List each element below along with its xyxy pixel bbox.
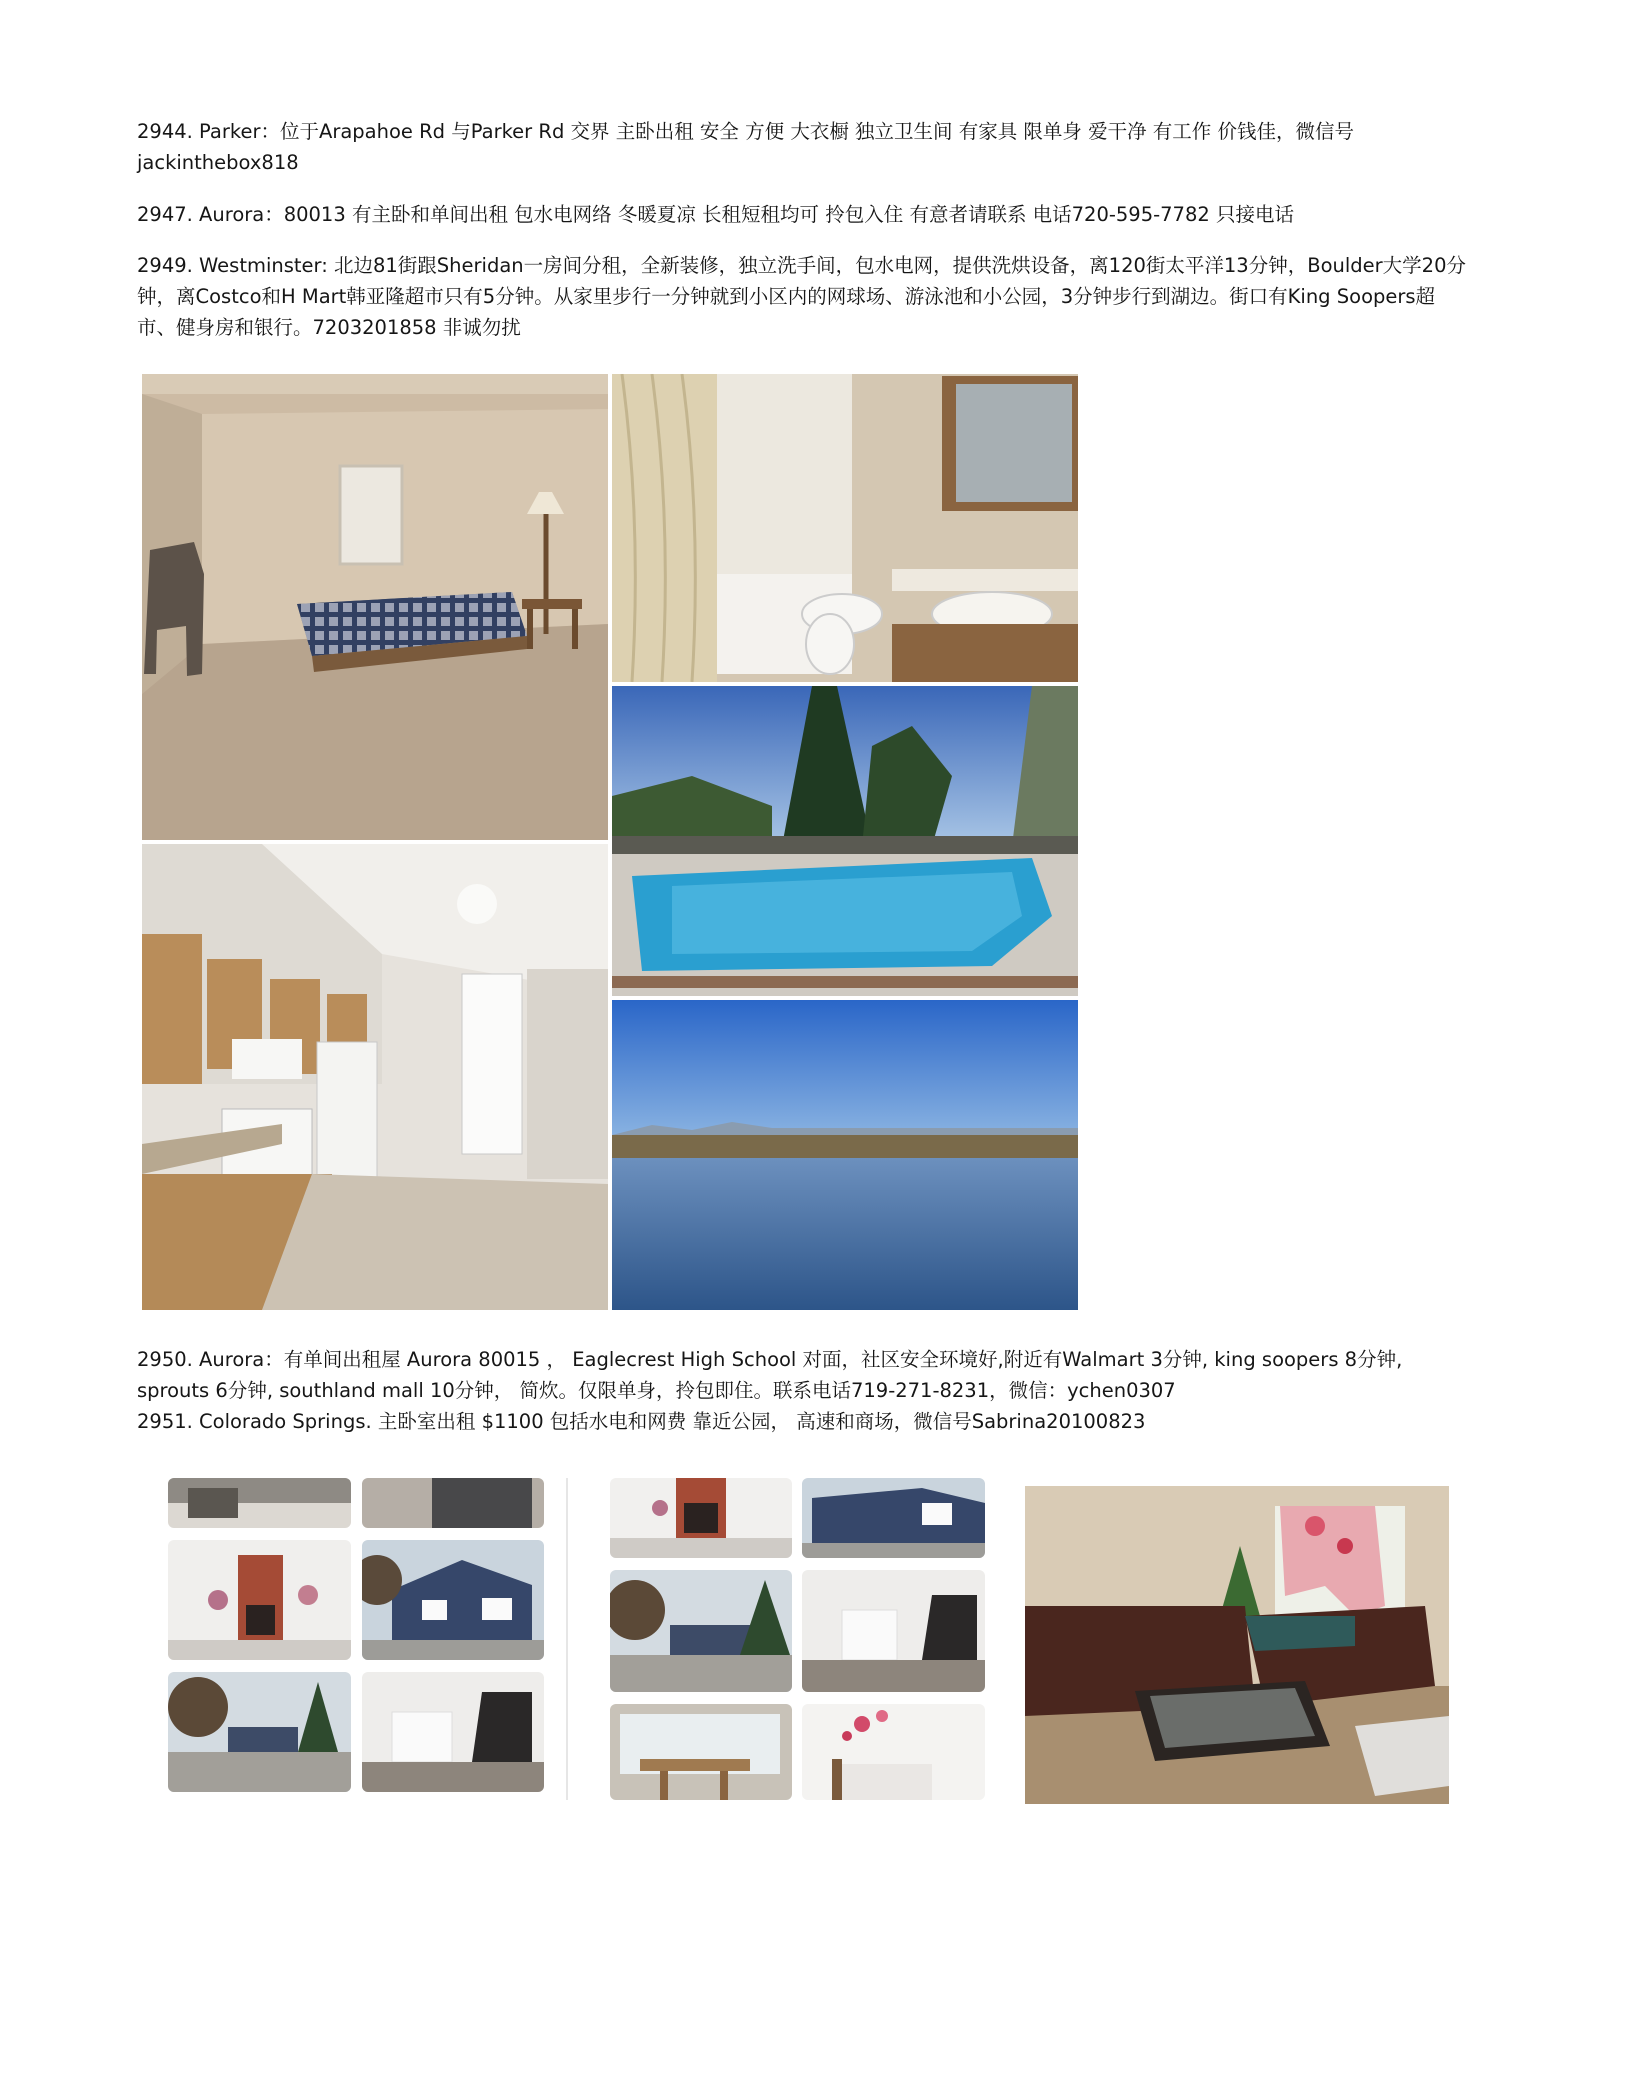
- listing-number: 2950.: [137, 1348, 193, 1371]
- fireplace-photo: [168, 1540, 351, 1660]
- listing-2949: [137, 250, 1467, 343]
- stairs-interior-photo: [362, 1672, 544, 1792]
- listing-text: Colorado Springs. 主卧室出租 $1100 包括水电和网费 靠近公园， 高速和商场，微信号Sabrina20100823: [199, 1410, 1146, 1433]
- listing-2951: [137, 1406, 1467, 1437]
- kitchen-photo: [142, 844, 608, 1310]
- listing-number: 2949.: [137, 254, 193, 277]
- listing-number: 2947.: [137, 203, 193, 226]
- house-front-yard-photo: [168, 1672, 351, 1792]
- lake-photo: [612, 1000, 1078, 1310]
- listing-text: Parker：位于Arapahoe Rd 与Parker Rd 交界 主卧出租 安全 方便 大衣橱 独立卫生间 有家具 限单身 爱干净 有工作 价钱佳，微信号jackinthebox818: [137, 120, 1355, 174]
- bedroom-photo: [142, 374, 608, 840]
- listing-text: Aurora：80013 有主卧和单间出租 包水电网络 冬暖夏凉 长租短租均可 拎包入住 有意者请联系 电话720-595-7782 只接电话: [199, 203, 1294, 226]
- listing-text: Westminster: 北边81街跟Sheridan一房间分租，全新装修，独立洗手间，包水电网，提供洗烘设备，离120街太平洋13分钟，Boulder大学20分钟，离Costco和H Mart韩亚隆超市只有5分钟。从家里步行一分钟就到小区内的网球场、游泳池和小公园，3分钟步行到湖边。街口有King Soopers超市、健身房和银行。7203201858 非诚勿扰: [137, 254, 1466, 339]
- listing-2947: [137, 199, 1467, 230]
- fireplace-photo: [610, 1478, 792, 1558]
- house-exterior-photo: [802, 1478, 985, 1558]
- dining-room-photo: [610, 1704, 792, 1800]
- listing-2950: [137, 1344, 1467, 1406]
- listing-2944: [137, 116, 1467, 178]
- house-exterior-photo: [362, 1540, 544, 1660]
- bathroom-photo: [612, 374, 1078, 682]
- small-bedroom-photo: [802, 1704, 985, 1800]
- house-photo: [168, 1478, 351, 1528]
- pool-photo: [612, 686, 1078, 996]
- listing-number: 2951.: [137, 1410, 193, 1433]
- house-exterior-photo: [610, 1570, 792, 1692]
- listing-number: 2944.: [137, 120, 193, 143]
- living-room-photo: [1025, 1486, 1449, 1804]
- stairs-interior-photo: [802, 1570, 985, 1692]
- house-photo: [362, 1478, 544, 1528]
- listing-text: Aurora：有单间出租屋 Aurora 80015 ， Eaglecrest High School 对面，社区安全环境好,附近有Walmart 3分钟, king soopers 8分钟, sprouts 6分钟, southland mall 10分钟， 简炊。仅限单身，拎包即住。联系电话719-271-8231，微信：ychen0307: [137, 1348, 1403, 1402]
- divider: [566, 1478, 568, 1800]
